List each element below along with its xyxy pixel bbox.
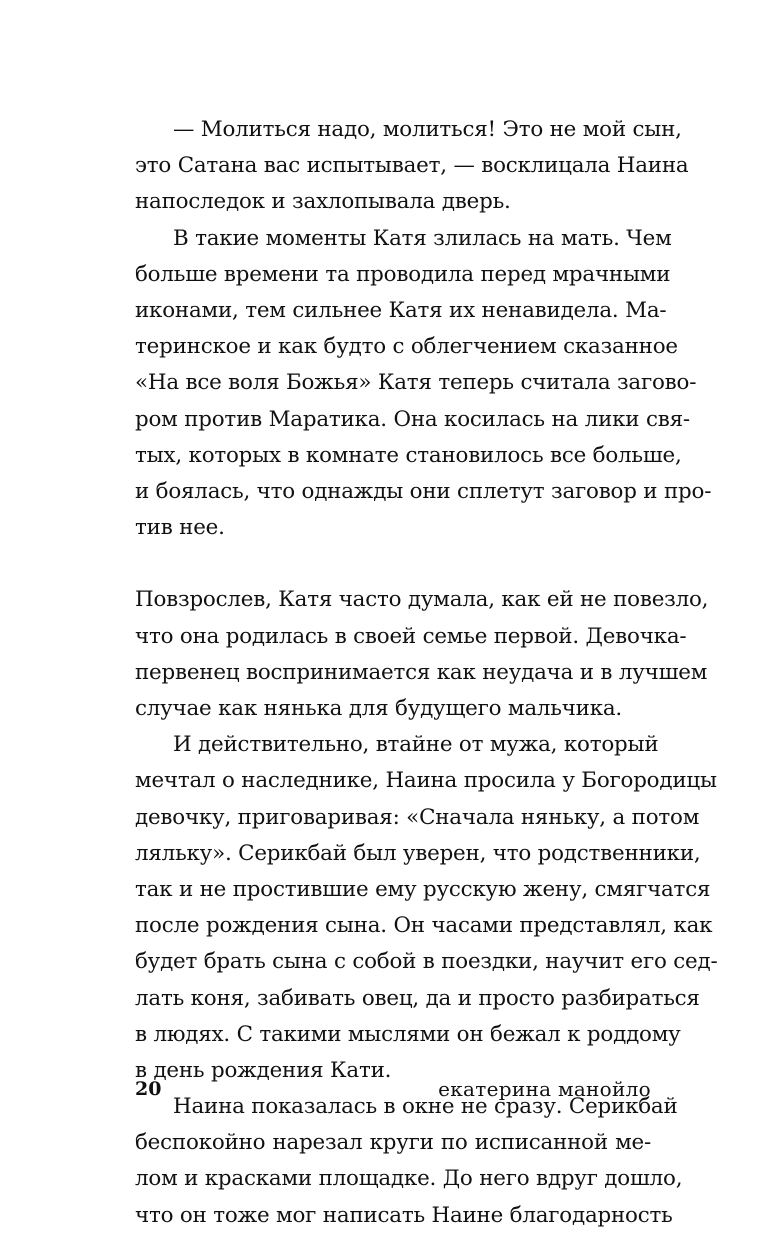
text-line: это Сатана вас испытывает, — восклицала Наина [135, 153, 689, 179]
text-line: после рождения сына. Он часами представлял, как [135, 913, 713, 939]
text-line: В такие моменты Катя злилась на мать. Чем [173, 225, 672, 251]
text-line: Повзрослев, Катя часто думала, как ей не повезло, [135, 587, 709, 613]
paragraph [135, 727, 718, 1089]
text-line: теринское и как будто с облегчением сказанное [135, 334, 678, 360]
page-number: 20 [135, 1078, 162, 1100]
text-line: в день рождения Кати. [135, 1057, 392, 1083]
text-line: иконами, тем сильнее Катя их ненавидела. Ма- [135, 297, 667, 323]
page-footer [135, 1074, 651, 1104]
paragraph [135, 221, 712, 547]
text-line: ляльку». Серикбай был уверен, что родственники, [135, 840, 701, 866]
text-line: «На все воля Божья» Катя теперь считала загово- [135, 370, 697, 396]
text-line: напоследок и захлопывала дверь. [135, 189, 511, 215]
text-line: первенец воспринимается как неудача и в лучшем [135, 659, 708, 685]
text-line: тых, которых в комнате становилось все больше, [135, 442, 682, 468]
text-line: И действительно, втайне от мужа, который [173, 732, 659, 758]
text-line: девочку, приговаривая: «Сначала няньку, а потом [135, 804, 700, 830]
text-line: лать коня, забивать овец, да и просто разбираться [135, 985, 700, 1011]
text-line: случае как нянька для будущего мальчика. [135, 696, 623, 721]
paragraph [135, 112, 689, 221]
text-line: что он тоже мог написать Наине благодарность [135, 1202, 673, 1228]
section-break [135, 546, 651, 582]
text-line: мечтал о наследнике, Наина просила у Богородицы [135, 768, 717, 794]
paragraph [135, 582, 709, 727]
text-line: будет брать сына с собой в поездки, научит его сед- [135, 949, 718, 975]
text-line: ром против Маратика. Она косилась на лики свя- [135, 406, 690, 432]
text-line: и боялась, что однажды они сплетут заговор и про- [135, 478, 712, 504]
paragraph [135, 1089, 683, 1234]
text-line: беспокойно нарезал круги по исписанной ме- [135, 1130, 651, 1156]
text-line: — Молиться надо, молиться! Это не мой сын, [173, 117, 682, 142]
text-line: тив нее. [135, 515, 225, 541]
text-line: что она родилась в своей семье первой. Девочка- [135, 623, 687, 649]
text-line: так и не простившие ему русскую жену, смягчатся [135, 876, 711, 902]
text-line: лом и красками площадке. До него вдруг дошло, [135, 1166, 683, 1192]
text-line: больше времени та проводила перед мрачными [135, 261, 671, 287]
text-line: Наина показалась в окне не сразу. Серикбай [173, 1094, 678, 1120]
running-title: екатерина манойло [438, 1077, 651, 1101]
text-line: в людях. С такими мыслями он бежал к роддому [135, 1021, 681, 1047]
body-text [135, 112, 718, 1234]
